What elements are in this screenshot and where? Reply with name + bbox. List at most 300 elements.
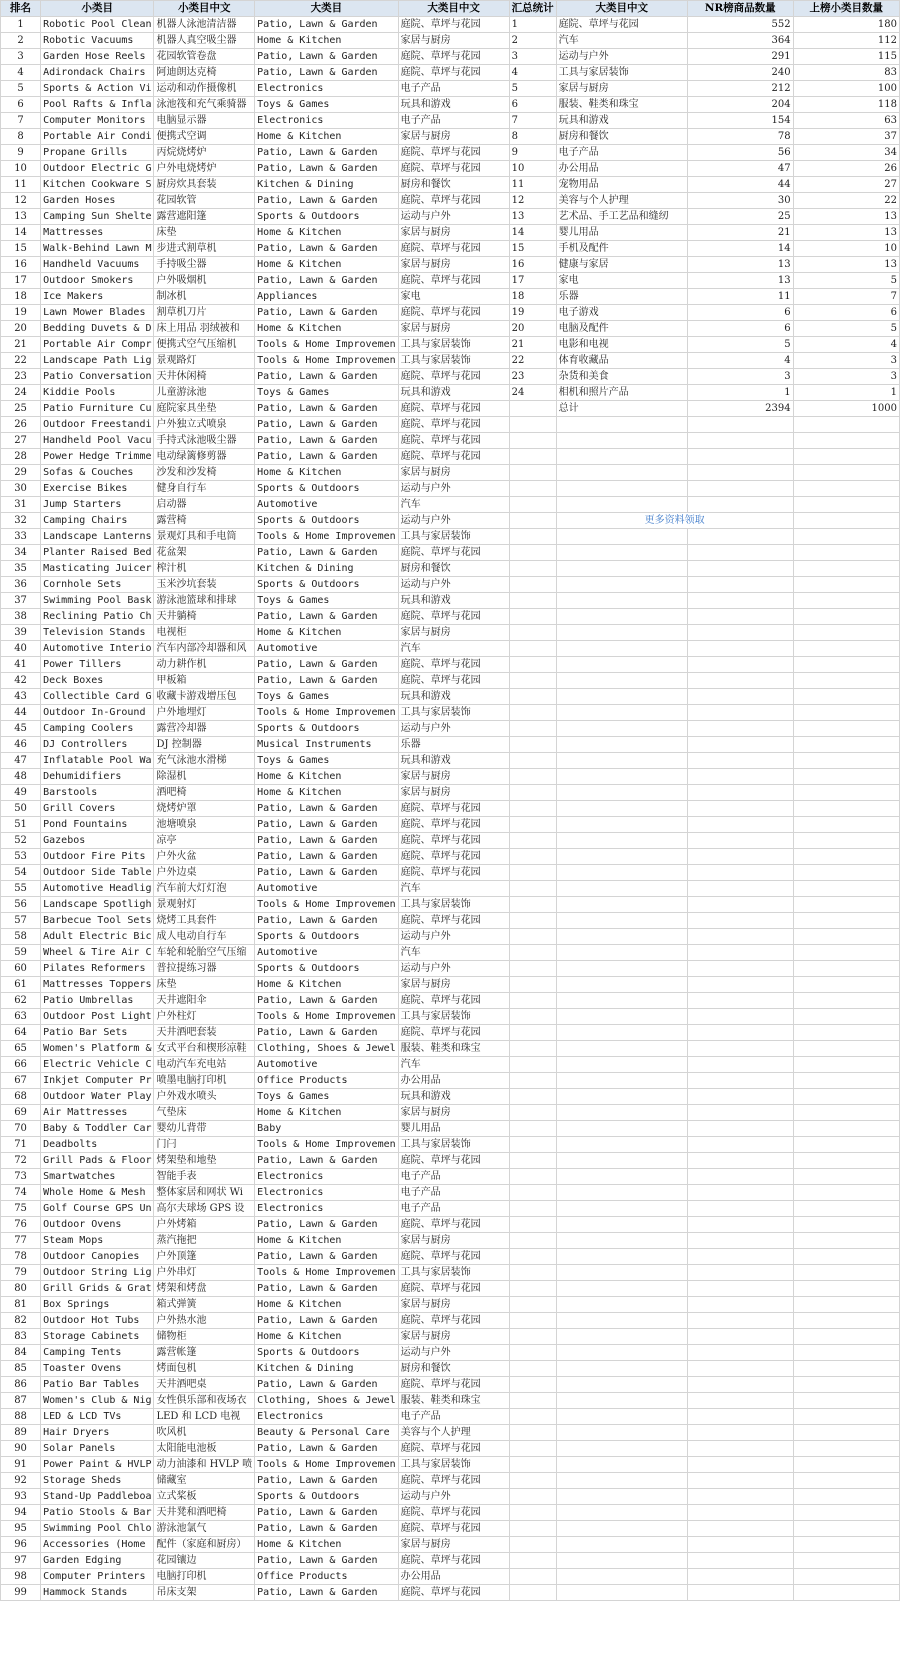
summary-index-cell[interactable]: 11 [509, 177, 556, 193]
sub-en-cell[interactable]: Planter Raised Bed [41, 545, 154, 561]
summary-empty-cell[interactable] [556, 1121, 687, 1137]
summary-empty-cell[interactable] [556, 753, 687, 769]
sub-cn-cell[interactable]: 户外吸烟机 [154, 273, 255, 289]
rank-cell[interactable]: 20 [1, 321, 41, 337]
cat-cn-cell[interactable]: 家居与厨房 [398, 1329, 509, 1345]
summary-empty-cell[interactable] [509, 1473, 556, 1489]
summary-empty-cell[interactable] [556, 481, 687, 497]
summary-empty-cell[interactable] [793, 961, 899, 977]
summary-empty-cell[interactable] [556, 1489, 687, 1505]
summary-nr-cell[interactable]: 291 [687, 49, 793, 65]
sub-en-cell[interactable]: Patio Bar Sets [41, 1025, 154, 1041]
sub-en-cell[interactable]: Camping Coolers [41, 721, 154, 737]
sub-cn-cell[interactable]: 户外戏水喷头 [154, 1089, 255, 1105]
summary-empty-cell[interactable] [509, 1393, 556, 1409]
sub-en-cell[interactable]: Inflatable Pool Wa [41, 753, 154, 769]
cat-cn-cell[interactable]: 家居与厨房 [398, 129, 509, 145]
summary-empty-cell[interactable] [793, 1169, 899, 1185]
cat-cn-cell[interactable]: 家居与厨房 [398, 1297, 509, 1313]
summary-empty-cell[interactable] [687, 817, 793, 833]
cat-cn-cell[interactable]: 庭院、草坪与花园 [398, 1217, 509, 1233]
sub-cn-cell[interactable]: 景观射灯 [154, 897, 255, 913]
summary-empty-cell[interactable] [793, 1233, 899, 1249]
summary-cat-cell[interactable]: 电脑及配件 [556, 321, 687, 337]
rank-cell[interactable]: 63 [1, 1009, 41, 1025]
rank-cell[interactable]: 86 [1, 1377, 41, 1393]
summary-empty-cell[interactable] [509, 1041, 556, 1057]
summary-empty-cell[interactable] [556, 1009, 687, 1025]
sub-cn-cell[interactable]: 游泳池氯气 [154, 1521, 255, 1537]
sub-cn-cell[interactable]: 手持式泳池吸尘器 [154, 433, 255, 449]
cat-en-cell[interactable]: Patio, Lawn & Garden [255, 1473, 398, 1489]
cat-en-cell[interactable]: Beauty & Personal Care [255, 1425, 398, 1441]
sub-en-cell[interactable]: Patio Umbrellas [41, 993, 154, 1009]
sub-en-cell[interactable]: Deck Boxes [41, 673, 154, 689]
rank-cell[interactable]: 54 [1, 865, 41, 881]
cat-en-cell[interactable]: Patio, Lawn & Garden [255, 913, 398, 929]
summary-empty-cell[interactable] [687, 625, 793, 641]
summary-sub-cell[interactable]: 27 [793, 177, 899, 193]
summary-empty-cell[interactable] [509, 801, 556, 817]
cat-en-cell[interactable]: Patio, Lawn & Garden [255, 417, 398, 433]
summary-empty-cell[interactable] [687, 481, 793, 497]
sub-en-cell[interactable]: Landscape Lanterns [41, 529, 154, 545]
summary-empty-cell[interactable] [687, 1377, 793, 1393]
rank-cell[interactable]: 37 [1, 593, 41, 609]
cat-en-cell[interactable]: Home & Kitchen [255, 769, 398, 785]
sub-en-cell[interactable]: Exercise Bikes [41, 481, 154, 497]
rank-cell[interactable]: 95 [1, 1521, 41, 1537]
rank-cell[interactable]: 47 [1, 753, 41, 769]
summary-empty-cell[interactable] [687, 977, 793, 993]
summary-empty-cell[interactable] [556, 545, 687, 561]
sub-en-cell[interactable]: Adirondack Chairs [41, 65, 154, 81]
summary-empty-cell[interactable] [556, 1361, 687, 1377]
summary-empty-cell[interactable] [793, 529, 899, 545]
summary-empty-cell[interactable] [687, 1137, 793, 1153]
cat-cn-cell[interactable]: 庭院、草坪与花园 [398, 673, 509, 689]
sub-cn-cell[interactable]: 电脑打印机 [154, 1569, 255, 1585]
header-cat-en[interactable]: 大类目 [255, 1, 398, 17]
rank-cell[interactable]: 73 [1, 1169, 41, 1185]
cat-cn-cell[interactable]: 家居与厨房 [398, 33, 509, 49]
rank-cell[interactable]: 12 [1, 193, 41, 209]
rank-cell[interactable]: 80 [1, 1281, 41, 1297]
summary-empty-cell[interactable] [793, 1201, 899, 1217]
summary-cat-cell[interactable]: 宠物用品 [556, 177, 687, 193]
rank-cell[interactable]: 5 [1, 81, 41, 97]
summary-empty-cell[interactable] [556, 833, 687, 849]
summary-empty-cell[interactable] [509, 433, 556, 449]
rank-cell[interactable]: 88 [1, 1409, 41, 1425]
summary-empty-cell[interactable] [793, 1345, 899, 1361]
cat-en-cell[interactable]: Home & Kitchen [255, 321, 398, 337]
rank-cell[interactable]: 17 [1, 273, 41, 289]
sub-en-cell[interactable]: Mattresses [41, 225, 154, 241]
rank-cell[interactable]: 65 [1, 1041, 41, 1057]
summary-empty-cell[interactable] [509, 945, 556, 961]
summary-empty-cell[interactable] [687, 721, 793, 737]
cat-en-cell[interactable]: Home & Kitchen [255, 33, 398, 49]
summary-empty-cell[interactable] [509, 1233, 556, 1249]
cat-en-cell[interactable]: Patio, Lawn & Garden [255, 449, 398, 465]
cat-en-cell[interactable]: Patio, Lawn & Garden [255, 673, 398, 689]
summary-empty-cell[interactable] [793, 1073, 899, 1089]
cat-en-cell[interactable]: Automotive [255, 497, 398, 513]
summary-cat-cell[interactable]: 体育收藏品 [556, 353, 687, 369]
sub-en-cell[interactable]: Power Hedge Trimme [41, 449, 154, 465]
summary-empty-cell[interactable] [509, 1185, 556, 1201]
summary-empty-cell[interactable] [509, 1489, 556, 1505]
cat-cn-cell[interactable]: 庭院、草坪与花园 [398, 193, 509, 209]
summary-empty-cell[interactable] [509, 1089, 556, 1105]
summary-cat-cell[interactable]: 乐器 [556, 289, 687, 305]
summary-empty-cell[interactable] [687, 1537, 793, 1553]
summary-empty-cell[interactable] [509, 1009, 556, 1025]
summary-nr-cell[interactable]: 21 [687, 225, 793, 241]
sub-en-cell[interactable]: Collectible Card G [41, 689, 154, 705]
summary-empty-cell[interactable] [793, 1361, 899, 1377]
cat-cn-cell[interactable]: 庭院、草坪与花园 [398, 417, 509, 433]
summary-empty-cell[interactable] [793, 593, 899, 609]
cat-cn-cell[interactable]: 庭院、草坪与花园 [398, 1505, 509, 1521]
cat-en-cell[interactable]: Home & Kitchen [255, 465, 398, 481]
cat-cn-cell[interactable]: 运动与户外 [398, 961, 509, 977]
summary-empty-cell[interactable] [556, 737, 687, 753]
sub-cn-cell[interactable]: 床垫 [154, 225, 255, 241]
summary-cat-cell[interactable]: 电子产品 [556, 145, 687, 161]
sub-cn-cell[interactable]: 普拉提练习器 [154, 961, 255, 977]
cat-en-cell[interactable]: Patio, Lawn & Garden [255, 1281, 398, 1297]
summary-empty-cell[interactable] [509, 705, 556, 721]
rank-cell[interactable]: 14 [1, 225, 41, 241]
rank-cell[interactable]: 74 [1, 1185, 41, 1201]
cat-en-cell[interactable]: Tools & Home Improvemen [255, 705, 398, 721]
sub-cn-cell[interactable]: LED 和 LCD 电视 [154, 1409, 255, 1425]
summary-empty-cell[interactable] [793, 689, 899, 705]
summary-empty-cell[interactable] [687, 1393, 793, 1409]
sub-cn-cell[interactable]: 床垫 [154, 977, 255, 993]
rank-cell[interactable]: 78 [1, 1249, 41, 1265]
summary-empty-cell[interactable] [556, 817, 687, 833]
summary-nr-cell[interactable]: 154 [687, 113, 793, 129]
summary-empty-cell[interactable] [509, 1361, 556, 1377]
cat-cn-cell[interactable]: 庭院、草坪与花园 [398, 305, 509, 321]
sub-cn-cell[interactable]: 成人电动自行车 [154, 929, 255, 945]
rank-cell[interactable]: 43 [1, 689, 41, 705]
rank-cell[interactable]: 48 [1, 769, 41, 785]
cat-cn-cell[interactable]: 庭院、草坪与花园 [398, 1377, 509, 1393]
sub-cn-cell[interactable]: 厨房炊具套装 [154, 177, 255, 193]
summary-sub-cell[interactable]: 1 [793, 385, 899, 401]
summary-index-cell[interactable]: 15 [509, 241, 556, 257]
cat-en-cell[interactable]: Patio, Lawn & Garden [255, 1553, 398, 1569]
summary-sub-cell[interactable]: 83 [793, 65, 899, 81]
cat-en-cell[interactable]: Sports & Outdoors [255, 929, 398, 945]
cat-cn-cell[interactable]: 庭院、草坪与花园 [398, 369, 509, 385]
summary-empty-cell[interactable] [687, 1009, 793, 1025]
cat-cn-cell[interactable]: 庭院、草坪与花园 [398, 657, 509, 673]
sub-en-cell[interactable]: Outdoor Water Play [41, 1089, 154, 1105]
summary-empty-cell[interactable] [687, 609, 793, 625]
rank-cell[interactable]: 71 [1, 1137, 41, 1153]
cat-en-cell[interactable]: Patio, Lawn & Garden [255, 401, 398, 417]
summary-index-cell[interactable]: 3 [509, 49, 556, 65]
sub-cn-cell[interactable]: 手持吸尘器 [154, 257, 255, 273]
sub-en-cell[interactable]: Kitchen Cookware S [41, 177, 154, 193]
summary-empty-cell[interactable] [793, 417, 899, 433]
rank-cell[interactable]: 94 [1, 1505, 41, 1521]
sub-cn-cell[interactable]: 天井遮阳伞 [154, 993, 255, 1009]
summary-empty-cell[interactable] [687, 1569, 793, 1585]
cat-cn-cell[interactable]: 庭院、草坪与花园 [398, 401, 509, 417]
summary-empty-cell[interactable] [509, 721, 556, 737]
summary-empty-cell[interactable] [509, 609, 556, 625]
summary-empty-cell[interactable] [687, 1073, 793, 1089]
summary-empty-cell[interactable] [793, 1329, 899, 1345]
summary-sub-cell[interactable]: 100 [793, 81, 899, 97]
summary-empty-cell[interactable] [509, 417, 556, 433]
summary-empty-cell[interactable] [509, 1537, 556, 1553]
rank-cell[interactable]: 53 [1, 849, 41, 865]
cat-cn-cell[interactable]: 工具与家居装饰 [398, 897, 509, 913]
cat-en-cell[interactable]: Toys & Games [255, 385, 398, 401]
sub-en-cell[interactable]: Outdoor Post Light [41, 1009, 154, 1025]
sub-en-cell[interactable]: Sofas & Couches [41, 465, 154, 481]
summary-empty-cell[interactable] [793, 1441, 899, 1457]
summary-empty-cell[interactable] [556, 1105, 687, 1121]
sub-cn-cell[interactable]: 蒸汽拖把 [154, 1233, 255, 1249]
summary-empty-cell[interactable] [793, 577, 899, 593]
cat-cn-cell[interactable]: 庭院、草坪与花园 [398, 49, 509, 65]
rank-cell[interactable]: 50 [1, 801, 41, 817]
rank-cell[interactable]: 75 [1, 1201, 41, 1217]
summary-empty-cell[interactable] [509, 1169, 556, 1185]
cat-en-cell[interactable]: Automotive [255, 945, 398, 961]
summary-empty-cell[interactable] [556, 449, 687, 465]
cat-en-cell[interactable]: Toys & Games [255, 593, 398, 609]
rank-cell[interactable]: 49 [1, 785, 41, 801]
summary-empty-cell[interactable] [793, 785, 899, 801]
header-sub-en[interactable]: 小类目 [41, 1, 154, 17]
summary-sub-cell[interactable]: 118 [793, 97, 899, 113]
rank-cell[interactable]: 84 [1, 1345, 41, 1361]
cat-cn-cell[interactable]: 庭院、草坪与花园 [398, 1153, 509, 1169]
summary-empty-cell[interactable] [509, 465, 556, 481]
sub-cn-cell[interactable]: 女性俱乐部和夜场衣 [154, 1393, 255, 1409]
header-sub-count[interactable]: 上榜小类目数量 [793, 1, 899, 17]
cat-cn-cell[interactable]: 家居与厨房 [398, 1537, 509, 1553]
summary-index-cell[interactable]: 8 [509, 129, 556, 145]
cat-en-cell[interactable]: Patio, Lawn & Garden [255, 849, 398, 865]
sub-en-cell[interactable]: Patio Conversation [41, 369, 154, 385]
cat-en-cell[interactable]: Home & Kitchen [255, 785, 398, 801]
summary-nr-cell[interactable]: 6 [687, 321, 793, 337]
summary-empty-cell[interactable] [509, 641, 556, 657]
summary-empty-cell[interactable] [793, 609, 899, 625]
cat-en-cell[interactable]: Patio, Lawn & Garden [255, 1377, 398, 1393]
summary-empty-cell[interactable] [556, 529, 687, 545]
summary-empty-cell[interactable] [556, 1473, 687, 1489]
summary-nr-cell[interactable]: 78 [687, 129, 793, 145]
summary-empty-cell[interactable] [556, 673, 687, 689]
summary-empty-cell[interactable] [793, 1009, 899, 1025]
cat-en-cell[interactable]: Home & Kitchen [255, 1233, 398, 1249]
sub-cn-cell[interactable]: 户外顶篷 [154, 1249, 255, 1265]
summary-empty-cell[interactable] [556, 417, 687, 433]
summary-empty-cell[interactable] [556, 1185, 687, 1201]
summary-nr-cell[interactable]: 6 [687, 305, 793, 321]
cat-en-cell[interactable]: Electronics [255, 1201, 398, 1217]
cat-cn-cell[interactable]: 家电 [398, 289, 509, 305]
summary-empty-cell[interactable] [556, 561, 687, 577]
cat-cn-cell[interactable]: 庭院、草坪与花园 [398, 1441, 509, 1457]
summary-nr-cell[interactable]: 1 [687, 385, 793, 401]
summary-empty-cell[interactable] [509, 1137, 556, 1153]
sub-en-cell[interactable]: Patio Bar Tables [41, 1377, 154, 1393]
summary-empty-cell[interactable] [687, 641, 793, 657]
rank-cell[interactable]: 35 [1, 561, 41, 577]
sub-cn-cell[interactable]: 玉米沙坑套装 [154, 577, 255, 593]
rank-cell[interactable]: 81 [1, 1297, 41, 1313]
sub-en-cell[interactable]: Outdoor Hot Tubs [41, 1313, 154, 1329]
cat-en-cell[interactable]: Patio, Lawn & Garden [255, 865, 398, 881]
summary-sub-cell[interactable]: 34 [793, 145, 899, 161]
summary-empty-cell[interactable] [556, 881, 687, 897]
summary-empty-cell[interactable] [793, 993, 899, 1009]
cat-en-cell[interactable]: Patio, Lawn & Garden [255, 273, 398, 289]
cat-en-cell[interactable]: Tools & Home Improvemen [255, 337, 398, 353]
summary-empty-cell[interactable] [793, 1505, 899, 1521]
cat-en-cell[interactable]: Patio, Lawn & Garden [255, 609, 398, 625]
summary-empty-cell[interactable] [793, 1425, 899, 1441]
rank-cell[interactable]: 23 [1, 369, 41, 385]
sub-cn-cell[interactable]: DJ 控制器 [154, 737, 255, 753]
summary-empty-cell[interactable] [687, 593, 793, 609]
summary-empty-cell[interactable] [556, 705, 687, 721]
summary-nr-cell[interactable]: 44 [687, 177, 793, 193]
sub-cn-cell[interactable]: 门闩 [154, 1137, 255, 1153]
summary-empty-cell[interactable] [556, 1169, 687, 1185]
sub-cn-cell[interactable]: 池塘喷泉 [154, 817, 255, 833]
summary-empty-cell[interactable] [556, 1153, 687, 1169]
sub-cn-cell[interactable]: 天井凳和酒吧椅 [154, 1505, 255, 1521]
sub-en-cell[interactable]: Jump Starters [41, 497, 154, 513]
summary-empty-cell[interactable] [687, 753, 793, 769]
summary-cat-cell[interactable]: 办公用品 [556, 161, 687, 177]
cat-en-cell[interactable]: Home & Kitchen [255, 1537, 398, 1553]
sub-cn-cell[interactable]: 太阳能电池板 [154, 1441, 255, 1457]
cat-en-cell[interactable]: Tools & Home Improvemen [255, 1265, 398, 1281]
cat-en-cell[interactable]: Patio, Lawn & Garden [255, 833, 398, 849]
summary-index-cell[interactable]: 14 [509, 225, 556, 241]
rank-cell[interactable]: 93 [1, 1489, 41, 1505]
cat-cn-cell[interactable]: 家居与厨房 [398, 465, 509, 481]
cat-en-cell[interactable]: Baby [255, 1121, 398, 1137]
summary-empty-cell[interactable] [687, 1025, 793, 1041]
sub-en-cell[interactable]: Storage Sheds [41, 1473, 154, 1489]
cat-en-cell[interactable]: Patio, Lawn & Garden [255, 193, 398, 209]
cat-cn-cell[interactable]: 运动与户外 [398, 1489, 509, 1505]
cat-cn-cell[interactable]: 庭院、草坪与花园 [398, 161, 509, 177]
summary-empty-cell[interactable] [556, 865, 687, 881]
cat-en-cell[interactable]: Toys & Games [255, 97, 398, 113]
sub-cn-cell[interactable]: 花盆架 [154, 545, 255, 561]
cat-en-cell[interactable]: Electronics [255, 81, 398, 97]
cat-cn-cell[interactable]: 汽车 [398, 497, 509, 513]
cat-cn-cell[interactable]: 厨房和餐饮 [398, 177, 509, 193]
summary-empty-cell[interactable] [687, 929, 793, 945]
sub-en-cell[interactable]: LED & LCD TVs [41, 1409, 154, 1425]
sub-cn-cell[interactable]: 电动汽车充电站 [154, 1057, 255, 1073]
sub-cn-cell[interactable]: 喷墨电脑打印机 [154, 1073, 255, 1089]
sub-cn-cell[interactable]: 充气泳池水滑梯 [154, 753, 255, 769]
sub-en-cell[interactable]: Golf Course GPS Un [41, 1201, 154, 1217]
summary-cat-cell[interactable]: 电影和电视 [556, 337, 687, 353]
cat-cn-cell[interactable]: 玩具和游戏 [398, 593, 509, 609]
summary-empty-cell[interactable] [509, 833, 556, 849]
summary-empty-cell[interactable] [509, 497, 556, 513]
cat-en-cell[interactable]: Electronics [255, 113, 398, 129]
header-sub-cn[interactable]: 小类目中文 [154, 1, 255, 17]
summary-empty-cell[interactable] [793, 641, 899, 657]
sub-en-cell[interactable]: Propane Grills [41, 145, 154, 161]
cat-cn-cell[interactable]: 庭院、草坪与花园 [398, 65, 509, 81]
sub-en-cell[interactable]: Air Mattresses [41, 1105, 154, 1121]
summary-empty-cell[interactable] [793, 801, 899, 817]
sub-cn-cell[interactable]: 户外边桌 [154, 865, 255, 881]
cat-cn-cell[interactable]: 庭院、草坪与花园 [398, 241, 509, 257]
summary-empty-cell[interactable] [687, 545, 793, 561]
cat-cn-cell[interactable]: 服装、鞋类和珠宝 [398, 1393, 509, 1409]
sub-cn-cell[interactable]: 户外热水池 [154, 1313, 255, 1329]
summary-nr-cell[interactable]: 3 [687, 369, 793, 385]
sub-en-cell[interactable]: Smartwatches [41, 1169, 154, 1185]
summary-empty-cell[interactable] [556, 689, 687, 705]
summary-cat-cell[interactable]: 运动与户外 [556, 49, 687, 65]
summary-cat-cell[interactable]: 汽车 [556, 33, 687, 49]
sub-en-cell[interactable]: Garden Hose Reels [41, 49, 154, 65]
summary-empty-cell[interactable] [556, 1409, 687, 1425]
sub-en-cell[interactable]: Sports & Action Vi [41, 81, 154, 97]
summary-empty-cell[interactable] [687, 1585, 793, 1601]
summary-empty-cell[interactable] [509, 545, 556, 561]
summary-sub-cell[interactable]: 7 [793, 289, 899, 305]
cat-cn-cell[interactable]: 汽车 [398, 945, 509, 961]
cat-en-cell[interactable]: Patio, Lawn & Garden [255, 241, 398, 257]
summary-nr-cell[interactable]: 56 [687, 145, 793, 161]
summary-nr-cell[interactable]: 240 [687, 65, 793, 81]
cat-en-cell[interactable]: Patio, Lawn & Garden [255, 817, 398, 833]
summary-index-cell[interactable]: 23 [509, 369, 556, 385]
cat-en-cell[interactable]: Musical Instruments [255, 737, 398, 753]
summary-cat-cell[interactable]: 杂货和美食 [556, 369, 687, 385]
cat-en-cell[interactable]: Patio, Lawn & Garden [255, 1521, 398, 1537]
summary-empty-cell[interactable] [509, 929, 556, 945]
cat-cn-cell[interactable]: 家居与厨房 [398, 225, 509, 241]
rank-cell[interactable]: 60 [1, 961, 41, 977]
summary-empty-cell[interactable] [556, 721, 687, 737]
summary-empty-cell[interactable] [687, 673, 793, 689]
sub-cn-cell[interactable]: 割草机刀片 [154, 305, 255, 321]
sub-cn-cell[interactable]: 烤架垫和地垫 [154, 1153, 255, 1169]
summary-empty-cell[interactable] [556, 1553, 687, 1569]
summary-empty-cell[interactable] [556, 641, 687, 657]
cat-cn-cell[interactable]: 庭院、草坪与花园 [398, 433, 509, 449]
summary-cat-cell[interactable]: 健康与家居 [556, 257, 687, 273]
summary-empty-cell[interactable] [793, 737, 899, 753]
summary-empty-cell[interactable] [509, 401, 556, 417]
